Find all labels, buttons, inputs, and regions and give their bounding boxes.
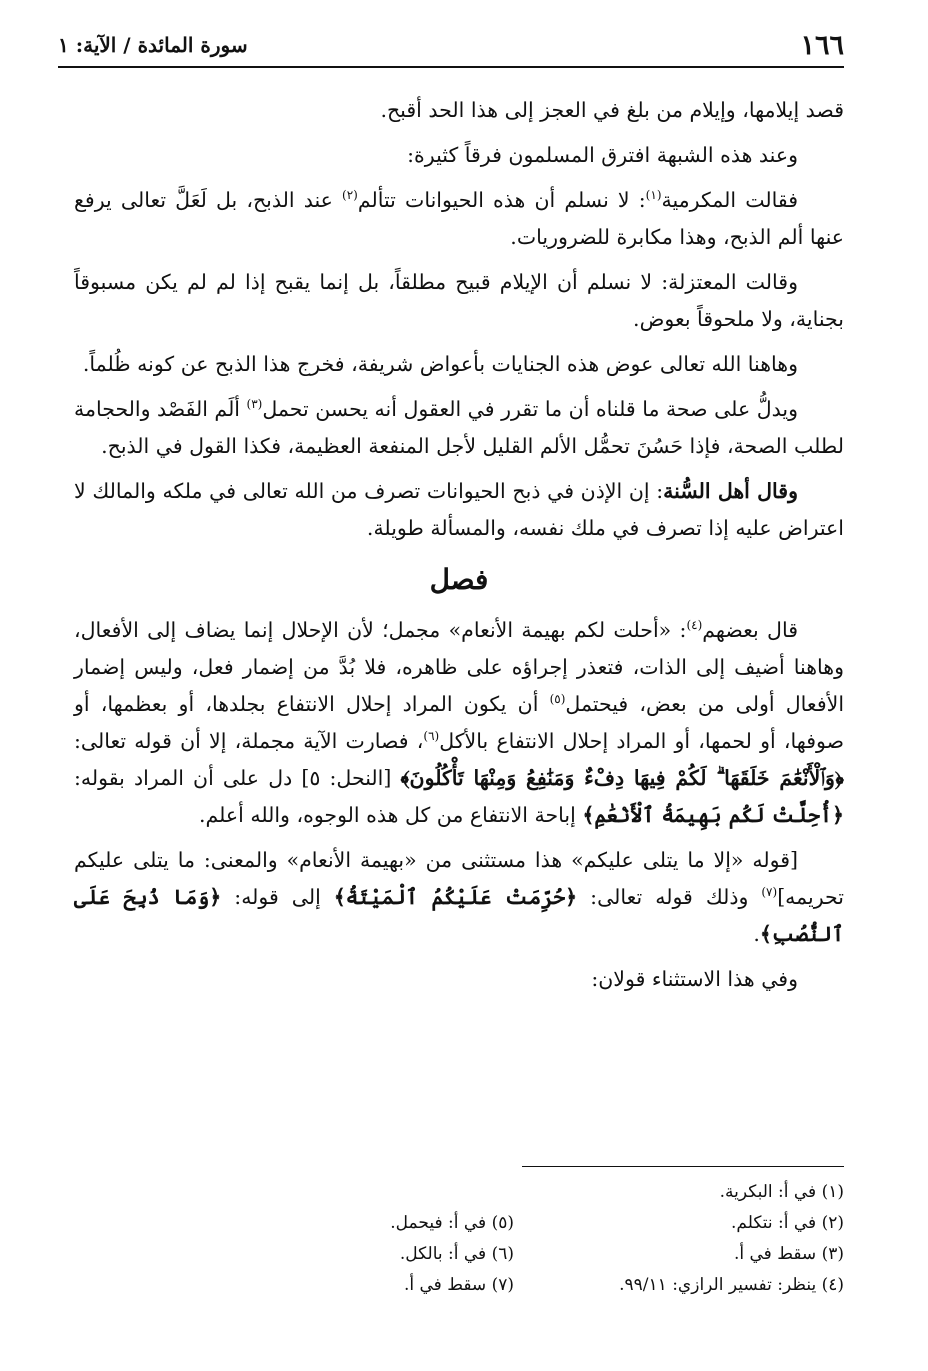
bold-lead: وقال أهل السُّنة [663,479,798,503]
text-run: إباحة الانتفاع من كل هذه الوجوه، والله أعلم. [198,803,583,827]
footnote-ref[interactable]: (١) [645,188,662,203]
footnote: (١) في أ: البكرية. [719,1182,844,1202]
quran-verse: ﴿حُرِّمَتْ عَلَيْكُمُ ٱلْمَيْتَةُ﴾ [333,885,578,909]
footnote-ref[interactable]: (٣) [246,397,263,412]
footnote-ref[interactable]: (٢) [342,188,358,203]
footnote: (٧) سقط في أ. [403,1275,514,1295]
footnotes-column-right [564,1177,844,1301]
text-run: فقالت المكرمية [661,188,799,212]
footnote: (٥) في أ: فيحمل. [390,1213,514,1233]
footnotes-column-left [294,1208,514,1301]
paragraph: وفي هذا الاستثناء قولان: [591,967,798,991]
paragraph: وعند هذه الشبهة افترق المسلمون فرقاً كثيرة: [407,143,798,167]
text-run: . [753,922,760,946]
paragraph [74,182,844,256]
text-run: ألَم الفَصْد والحجامة لطلب الصحة، فإذا حَسُنَ تحمُّل الألم القليل لأجل المنفعة العظيمة، فكذا القول في الذبح. [74,397,844,458]
page-number: ١٦٦ [800,30,844,61]
quran-verse: ﴿وَمَا ذُبِحَ عَلَى ٱلنُّصُبِ﴾ [74,885,844,946]
text-run: [قوله «إلا ما يتلى عليكم» هذا مستثنى من «بهيمة الأنعام» والمعنى: ما يتلى عليكم تحريمه] [74,848,844,909]
footnote: (٢) في أ: نتكلم. [731,1213,844,1233]
page-header [58,30,844,68]
text-run: وذلك قوله تعالى: [577,885,762,909]
text-run: : إن الإذن في ذبح الحيوانات تصرف من الله تعالى في ملكه والمالك لا اعتراض عليه إذا تصرف في ملك نفسه، والمسألة طويلة. [74,479,844,540]
text-run: إلى قوله: [221,885,334,909]
footnote-divider [522,1166,844,1167]
footnote: (٦) في أ: بالكل. [399,1244,514,1264]
paragraph: وهاهنا الله تعالى عوض هذه الجنايات بأعواض شريفة، فخرج هذا الذبح عن كونه ظُلماً. [82,352,798,376]
paragraph [74,391,844,465]
footnote: (٤) ينظر: تفسير الرازي: ٩٩/١١. [619,1275,844,1295]
text-run: [النحل: ٥] دل على أن المراد بقوله: [74,766,401,790]
paragraph: قصد إيلامها، وإيلام من بلغ في العجز إلى هذا الحد أقبح. [380,98,844,122]
paragraph [74,473,844,547]
paragraph [74,842,844,953]
paragraph [74,612,844,834]
main-text [74,92,844,1006]
text-run: ويدلُّ على صحة ما قلناه أن ما تقرر في العقول أنه يحسن تحمل [262,397,798,421]
text-run: : لا نسلم أن هذه الحيوانات تتألم [357,188,646,212]
text-run: ، فصارت الآية مجملة، إلا أن قوله تعالى: [74,729,424,753]
paragraph: وقالت المعتزلة: لا نسلم أن الإيلام قبيح مطلقاً، بل إنما يقبح إذا لم لم يكن مسبوقاً بجناية، ولا ملحوقاً بعوض. [74,270,844,331]
section-heading: فصل [429,563,489,596]
text-run: : «أحلت لكم بهيمة الأنعام» مجمل؛ لأن الإحلال إنما يضاف إلى الأفعال، وهاهنا أضيف إلى الذات، فتعذر إجراؤه على ظاهره، فلا بُدَّ من إضمار فعل، وليس إضمار الأفعال أولى من بعض، فيحتمل [74,618,845,716]
running-head: سورة المائدة / الآية: ١ [58,33,248,57]
quran-verse: ﴿أُحِلَّتْ لَكُم بَهِيمَةُ ٱلْأَنْعَٰمِ﴾ [582,803,844,827]
text-run: قال بعضهم [702,618,799,642]
text-run: عند الذبح، بل لَعَلَّ تعالى يرفع عنها ألم الذبح، وهذا مكابرة للضروريات. [74,188,844,249]
footnote-ref[interactable]: (٤) [686,618,703,633]
footnote: (٣) سقط في أ. [733,1244,844,1264]
text-run: أن يكون المراد إحلال الانتفاع بجلدها، أو بعظمها، أو صوفها، أو لحمها، أو المراد إحلال الانتفاع بالأكل [74,692,844,753]
footnote-ref[interactable]: (٧) [761,885,778,900]
footnote-ref[interactable]: (٦) [423,729,440,744]
footnote-ref[interactable]: (٥) [549,692,566,707]
quran-verse: ﴿وَٱلْأَنْعَٰمَ خَلَقَهَا ۗ لَكُمْ فِيهَا دِفْءٌ وَمَنَٰفِعُ وَمِنْهَا تَأْكُلُونَ﴾ [400,766,844,790]
